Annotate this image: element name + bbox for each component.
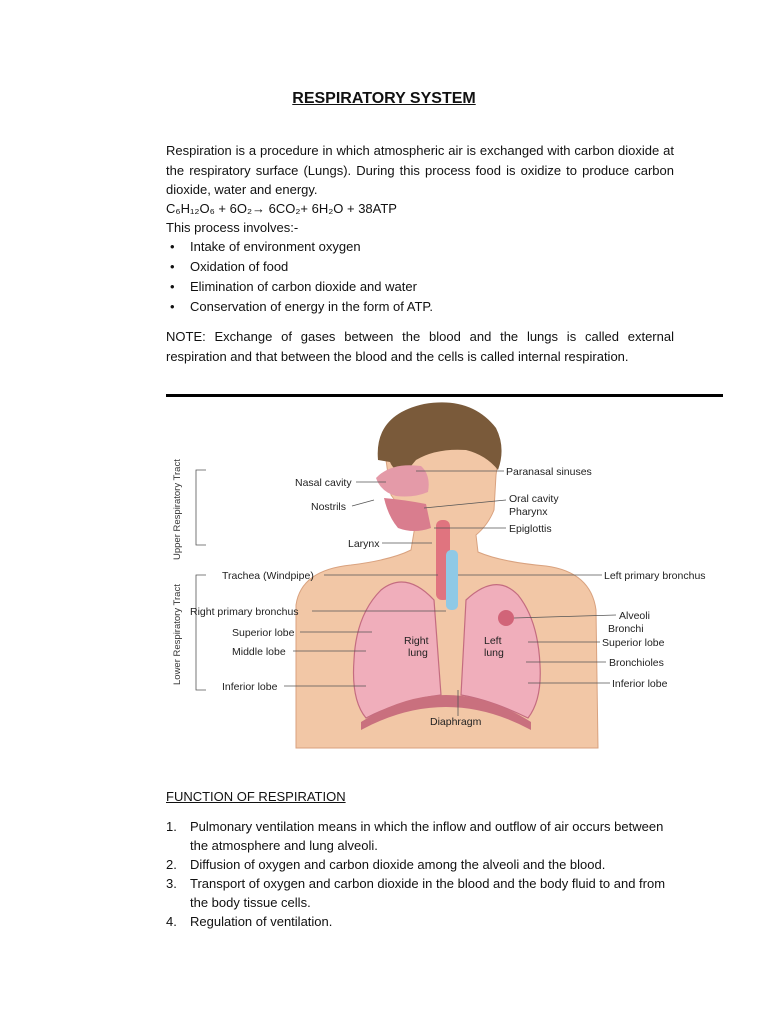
- label-trachea: Trachea (Windpipe): [222, 570, 314, 582]
- function-heading: FUNCTION OF RESPIRATION: [166, 789, 346, 804]
- nasal-cavity-shape: [376, 465, 429, 496]
- label-nasal-cavity: Nasal cavity: [295, 477, 352, 489]
- label-pharynx: Pharynx: [509, 506, 548, 518]
- page-title: RESPIRATORY SYSTEM: [292, 90, 476, 107]
- upper-tract-label: Upper Respiratory Tract: [172, 459, 183, 560]
- intro-paragraph: Respiration is a procedure in which atmospheric air is exchanged with carbon dioxide at the respiratory surface (Lungs). During this process food is oxidize to produce carbon dioxide, water and energy.: [166, 143, 674, 197]
- bullet-list: [166, 237, 433, 317]
- list-item: • Intake of environment oxygen: [166, 237, 433, 257]
- list-item: • Oxidation of food: [166, 257, 433, 277]
- lower-tract-label: Lower Respiratory Tract: [172, 584, 183, 685]
- respiratory-diagram: [166, 400, 726, 755]
- list-item: • Elimination of carbon dioxide and water: [166, 277, 433, 297]
- upper-tract-bracket: [172, 459, 206, 560]
- label-left-primary-bronchus: Left primary bronchus: [604, 570, 706, 582]
- divider: [166, 394, 723, 397]
- lower-tract-bracket: [172, 575, 206, 690]
- label-right-lung-1: Right: [404, 635, 429, 647]
- label-superior-lobe-left: Superior lobe: [602, 637, 665, 649]
- label-diaphragm: Diaphragm: [430, 716, 482, 728]
- label-superior-lobe-right: Superior lobe: [232, 627, 295, 639]
- label-paranasal-sinuses: Paranasal sinuses: [506, 466, 592, 478]
- label-bronchioles: Bronchioles: [609, 657, 664, 669]
- label-inferior-lobe-left: Inferior lobe: [612, 678, 668, 690]
- list-item: 4. Regulation of ventilation.: [166, 914, 333, 929]
- involves-label: This process involves:-: [166, 220, 299, 235]
- alveoli-cluster: [498, 610, 514, 626]
- label-right-primary-bronchus: Right primary bronchus: [190, 606, 299, 618]
- list-item: • Conservation of energy in the form of ATP.: [166, 297, 433, 317]
- label-middle-lobe: Middle lobe: [232, 646, 286, 658]
- label-right-lung-2: lung: [408, 647, 428, 659]
- label-inferior-lobe-right: Inferior lobe: [222, 681, 278, 693]
- label-alveoli: Alveoli: [619, 610, 650, 622]
- label-oral-cavity: Oral cavity: [509, 493, 559, 505]
- bronchus-shape: [446, 550, 458, 610]
- chemical-equation: C₆H₁₂O₆ + 6O₂→ 6CO₂+ 6H₂O + 38ATP: [166, 201, 397, 216]
- label-bronchi: Bronchi: [608, 623, 644, 635]
- label-epiglottis: Epiglottis: [509, 523, 552, 535]
- label-left-lung-2: lung: [484, 647, 504, 659]
- label-larynx: Larynx: [348, 538, 380, 550]
- note-paragraph: NOTE: Exchange of gases between the blood and the lungs is called external respiration and that between the blood and the cells is called internal respiration.: [166, 329, 674, 364]
- list-item: 1. Pulmonary ventilation means in which the inflow and outflow of air occurs between the atmosphere and lung alveoli.: [166, 819, 664, 853]
- label-nostrils: Nostrils: [311, 501, 347, 513]
- list-item: 3. Transport of oxygen and carbon dioxide in the blood and the body fluid to and from the body tissue cells.: [166, 876, 666, 910]
- function-list: [166, 817, 674, 931]
- label-left-lung-1: Left: [484, 635, 502, 647]
- list-item: 2. Diffusion of oxygen and carbon dioxide among the alveoli and the blood.: [166, 857, 606, 872]
